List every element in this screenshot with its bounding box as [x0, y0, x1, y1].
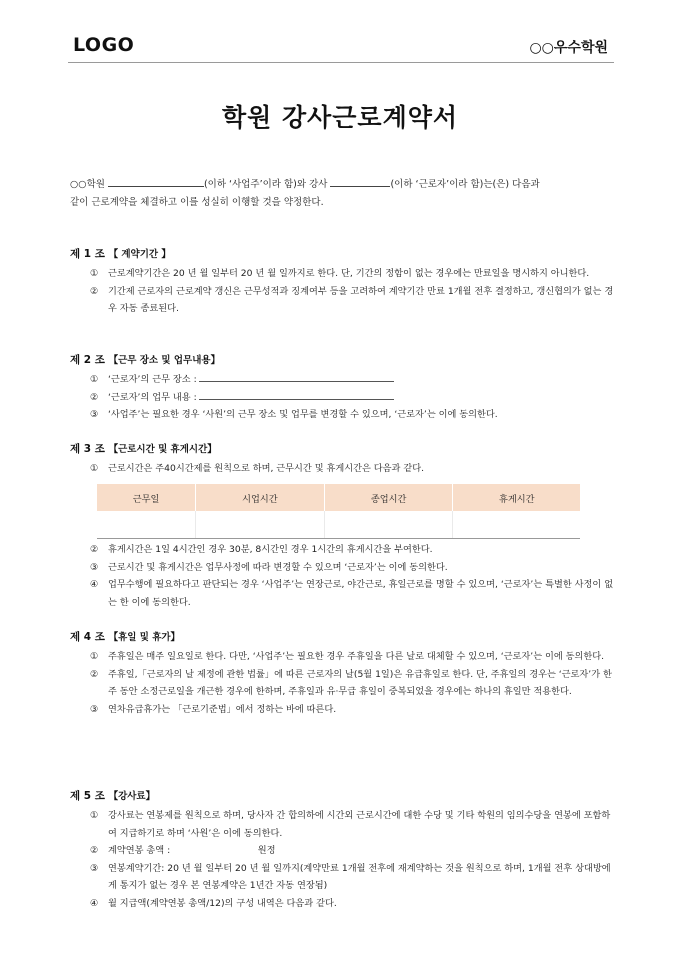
- table-cell: [97, 511, 196, 539]
- document-title: 학원 강사근로계약서: [221, 103, 459, 132]
- article-heading: 제 1 조: [70, 248, 105, 260]
- clause-text: 주휴일,「근로자의 날 제정에 관한 법률」에 따른 근로자의 날(5월 1일)은 유급휴일로 한다. 단, 주휴일의 경우는 ‘근로자’가 한 주 동안 소정근로일을 개근한 경우에 한하며, 주휴일과 유·무급 휴일이 중복되었을 경우에는 하나의 휴일만 적용한다.: [108, 668, 612, 697]
- clause-number: ②: [90, 285, 99, 297]
- article-subtitle: 【강사료】: [108, 791, 156, 802]
- logo: LOGO: [73, 34, 135, 56]
- clause-text: 연봉계약기간: 20 년 월 일부터 20 년 월 일까지(계약만료 1개월 전후에 재계약하는 것을 원칙으로 하며, 1개월 전후 상대방에게 통지가 없는 경우 본 연봉계약은 1년간 자동 연장됨): [108, 862, 611, 891]
- clause: [70, 576, 615, 611]
- intro-text-1: ○○학원: [70, 179, 105, 190]
- job-duties-blank: [199, 389, 394, 400]
- table-header-break: 휴게시간: [453, 484, 580, 511]
- clause-number: ③: [90, 561, 99, 573]
- clause-number: ①: [90, 463, 99, 474]
- clause-text: ‘사업주’는 필요한 경우 ‘사원’의 근무 장소 및 업무를 변경할 수 있으며, ‘근로자’는 이에 동의한다.: [108, 409, 498, 420]
- article-1: [70, 246, 615, 318]
- clause: [70, 666, 615, 701]
- intro-paragraph: [70, 176, 615, 212]
- clause-number: ④: [90, 897, 99, 909]
- clause: [70, 460, 615, 478]
- intro-text-line2: 같이 근로계약을 체결하고 이를 성실히 이행할 것을 약정한다.: [70, 197, 324, 208]
- clause-number: ②: [90, 391, 99, 403]
- article-subtitle: 【근무 장소 및 업무내용】: [108, 355, 221, 366]
- clause: [70, 389, 615, 407]
- article-4: [70, 629, 615, 718]
- academy-name: ○○우수학원: [529, 40, 608, 56]
- clause: [70, 895, 615, 913]
- clause: [70, 406, 615, 424]
- clause-text: 근로시간은 주40시간제를 원칙으로 하며, 근무시간 및 휴게시간은 다음과 같다.: [108, 463, 425, 474]
- clause-number: ③: [90, 409, 99, 420]
- article-heading: 제 5 조: [70, 790, 105, 802]
- clause: [70, 541, 615, 559]
- clause-text: 근로계약기간은 20 년 월 일부터 20 년 월 일까지로 한다. 단, 기간의 정함이 없는 경우에는 만료일을 명시하지 아니한다.: [108, 268, 590, 279]
- clause: [70, 860, 615, 895]
- table-row: [97, 511, 581, 539]
- clause: [70, 371, 615, 389]
- clause-text: 연차유급휴가는 「근로기준법」에서 정하는 바에 따른다.: [108, 703, 337, 715]
- article-heading: 제 3 조: [70, 443, 105, 455]
- article-5: [70, 788, 615, 912]
- clause: [70, 265, 615, 283]
- clause-number: ①: [90, 268, 99, 279]
- clause-text: 계약연봉 총액 : 원정: [108, 845, 276, 856]
- clause: [70, 807, 615, 842]
- clause-number: ①: [90, 651, 99, 662]
- clause-text: ‘근로자’의 근무 장소 :: [108, 374, 197, 385]
- clause-text: 월 지급액(계약연봉 총액/12)의 구성 내역은 다음과 같다.: [108, 897, 337, 909]
- clause: [70, 283, 615, 318]
- article-3: [70, 441, 615, 478]
- table-header-start: 시업시간: [196, 484, 325, 511]
- article-subtitle: 【근로시간 및 휴게시간】: [108, 444, 217, 455]
- article-3-continued: [70, 541, 615, 611]
- clause-text: 휴게시간은 1일 4시간인 경우 30분, 8시간인 경우 1시간의 휴게시간을 부여한다.: [108, 544, 433, 555]
- clause-text: ‘근로자’의 업무 내용 :: [108, 391, 197, 403]
- table-header-end: 종업시간: [324, 484, 453, 511]
- clause-number: ①: [90, 374, 99, 385]
- article-subtitle: 【휴일 및 휴가】: [108, 632, 181, 643]
- clause-number: ①: [90, 810, 99, 821]
- clause-number: ③: [90, 703, 99, 715]
- intro-text-2: (이하 ‘사업주’이라 함)와 강사: [203, 179, 328, 190]
- article-heading: 제 2 조: [70, 354, 105, 366]
- work-place-blank: [199, 371, 394, 382]
- clause-number: ④: [90, 579, 99, 590]
- clause-number: ②: [90, 544, 99, 555]
- work-hours-table: [96, 484, 580, 539]
- table-cell: [453, 511, 580, 539]
- employer-name-blank: [108, 176, 204, 187]
- clause-text: 기간제 근로자의 근로계약 갱신은 근무성적과 징계여부 등을 고려하여 계약기간 만료 1개월 전후 결정하고, 갱신협의가 없는 경우 자동 종료된다.: [108, 285, 614, 314]
- article-2: [70, 352, 615, 424]
- clause-text: 업무수행에 필요하다고 판단되는 경우 ‘사업주’는 연장근로, 야간근로, 휴일근로를 명할 수 있으며, ‘근로자’는 특별한 사정이 없는 한 이에 동의한다.: [108, 579, 614, 608]
- clause: [70, 559, 615, 577]
- clause: [70, 701, 615, 719]
- instructor-name-blank: [330, 176, 390, 187]
- clause-number: ②: [90, 845, 99, 856]
- clause-number: ③: [90, 862, 99, 874]
- intro-text-3: (이하 ‘근로자’이라 함)는(은) 다음과: [390, 179, 540, 190]
- clause: [70, 648, 615, 666]
- clause-text: 강사료는 연봉제를 원칙으로 하며, 당사자 간 합의하에 시간외 근로시간에 대한 수당 및 기타 학원의 임의수당을 연봉에 포함하여 지급하기로 하며 ‘사원’은 이에 동의한다.: [108, 810, 611, 839]
- article-subtitle: 【 계약기간 】: [108, 249, 171, 260]
- table-cell: [324, 511, 453, 539]
- clause-text: 근로시간 및 휴게시간은 업무사정에 따라 변경할 수 있으며 ‘근로자’는 이에 동의한다.: [108, 561, 448, 573]
- clause-text: 주휴일은 매주 일요일로 한다. 다만, ‘사업주’는 필요한 경우 주휴일을 다른 날로 대체할 수 있으며, ‘근로자’는 이에 동의한다.: [108, 651, 605, 662]
- clause-number: ②: [90, 668, 99, 680]
- page-header: [68, 30, 614, 63]
- article-heading: 제 4 조: [70, 631, 105, 643]
- table-cell: [196, 511, 325, 539]
- clause: [70, 842, 615, 860]
- table-header-workday: 근무일: [97, 484, 196, 511]
